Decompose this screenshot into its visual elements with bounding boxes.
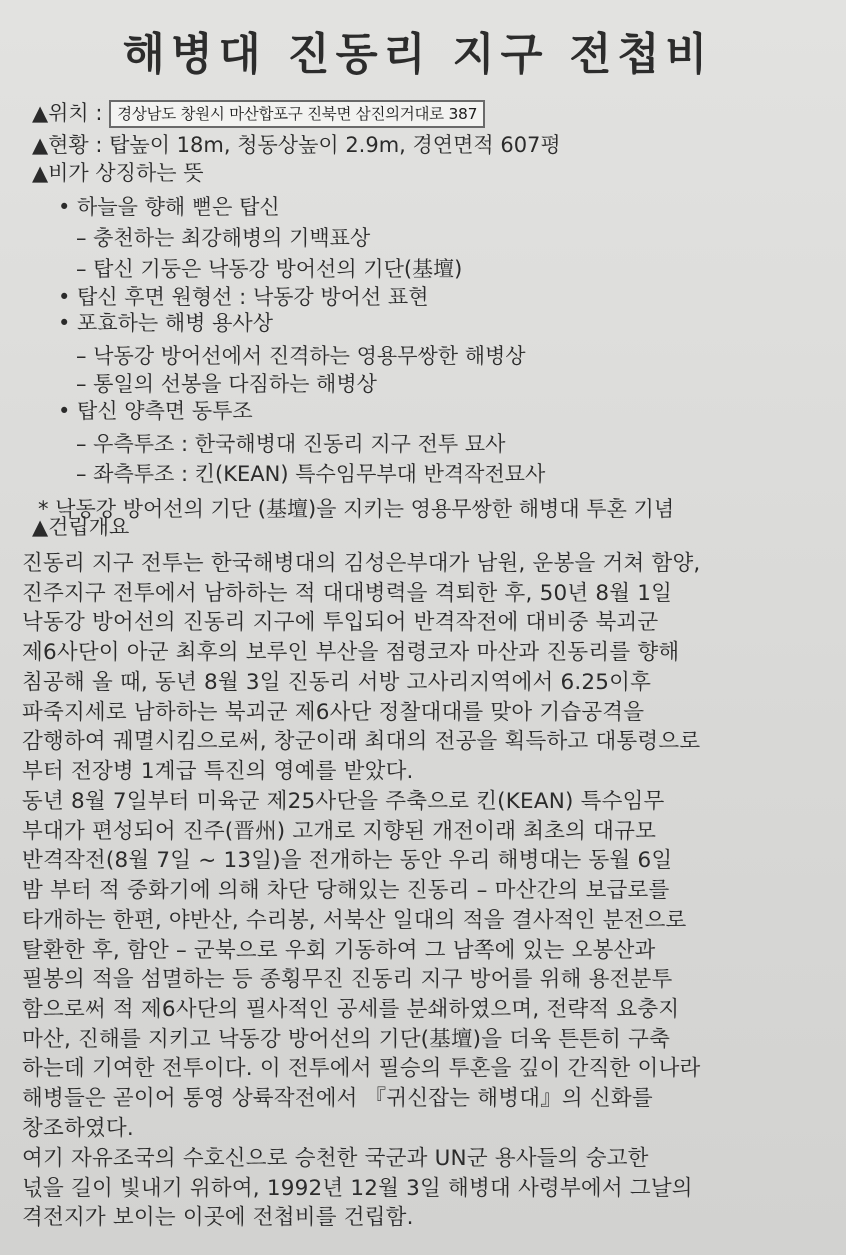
paragraph-line: 필봉의 적을 섬멸하는 등 종횡무진 진동리 지구 방어를 위해 용전분투: [22, 967, 673, 993]
paragraph-line: 감행하여 궤멸시킴으로써, 창군이래 최대의 전공을 획득하고 대통령으로: [22, 729, 701, 755]
paragraph-line: 부대가 편성되어 진주(晋州) 고개로 지향된 개전이래 최초의 대규모: [22, 818, 657, 844]
overview-paragraph-2: [22, 787, 834, 1143]
paragraph-line: 마산, 진해를 지키고 낙동강 방어선의 기단(基壇)을 더욱 튼튼히 구축: [22, 1026, 671, 1052]
paragraph-line: 하는데 기여한 전투이다. 이 전투에서 필승의 투혼을 깊이 간직한 이나라: [22, 1056, 701, 1082]
paragraph-line: 반격작전(8월 7일 ~ 13일)을 전개하는 동안 우리 해병대는 동월 6일: [22, 848, 673, 874]
paragraph-line: 넋을 길이 빛내기 위하여, 1992년 12월 3일 해병대 사령부에서 그날의: [22, 1175, 693, 1201]
page-title: 해병대 진동리 지구 전첩비: [122, 29, 714, 80]
paragraph-line: 진주지구 전투에서 남하하는 적 대대병력을 격퇴한 후, 50년 8월 1일: [22, 580, 673, 606]
note-line: * 낙동강 방어선의 기단 (基壇)을 지키는 영용무쌍한 해병대 투혼 기념: [38, 497, 675, 521]
paragraph-line: 함으로써 적 제6사단의 필사적인 공세를 분쇄하였으며, 전략적 요충지: [22, 996, 680, 1022]
dash-line: – 우측투조 : 한국해병대 진동리 지구 전투 묘사: [76, 432, 506, 456]
location-label: ▲위치 :: [32, 101, 103, 125]
bullet-line: • 탑신 후면 원형선 : 낙동강 방어선 표현: [58, 285, 429, 309]
paragraph-line: 밤 부터 적 중화기에 의해 차단 당해있는 진동리 – 마산간의 보급로를: [22, 878, 670, 904]
bullet-line: • 하늘을 향해 뻗은 탑신: [58, 195, 280, 219]
paragraph-line: 제6사단이 아군 최후의 보루인 부산을 점령코자 마산과 진동리를 향해: [22, 640, 680, 666]
paragraph-line: 여기 자유조국의 수호신으로 승천한 국군과 UN군 용사들의 숭고한: [22, 1146, 649, 1171]
location-row: [32, 100, 485, 128]
dash-line: – 좌측투조 : 킨(KEAN) 특수임무부대 반격작전묘사: [76, 462, 546, 486]
overview-paragraph-1: [22, 549, 834, 787]
dash-line: – 낙동강 방어선에서 진격하는 영용무쌍한 해병상: [76, 344, 526, 368]
status-line: ▲현황 : 탑높이 18m, 청동상높이 2.9m, 경연면적 607평: [32, 133, 561, 157]
dash-line: – 충천하는 최강해병의 기백표상: [76, 226, 371, 250]
paragraph-line: 해병들은 곧이어 통영 상륙작전에서 『귀신잡는 해병대』의 신화를: [22, 1086, 653, 1112]
paragraph-line: 창조하였다.: [22, 1115, 134, 1141]
dash-line: – 탑신 기둥은 낙동강 방어선의 기단(基壇): [76, 257, 463, 281]
bullet-line: • 포효하는 해병 용사상: [58, 311, 273, 335]
paragraph-line: 동년 8월 7일부터 미육군 제25사단을 주축으로 킨(KEAN) 특수임무: [22, 789, 665, 814]
paragraph-line: 진동리 지구 전투는 한국해병대의 김성은부대가 남원, 운봉을 거쳐 함양,: [22, 551, 701, 576]
meaning-heading: ▲비가 상징하는 뜻: [32, 161, 204, 185]
paragraph-line: 부터 전장병 1계급 특진의 영예를 받았다.: [22, 758, 414, 784]
paragraph-line: 탈환한 후, 함안 – 군북으로 우회 기동하여 그 남쪽에 있는 오봉산과: [22, 937, 656, 963]
location-address-sticker: 경상남도 창원시 마산합포구 진북면 삼진의거대로 387: [109, 100, 485, 128]
overview-paragraph-3: [22, 1144, 834, 1233]
paragraph-line: 타개하는 한편, 야반산, 수리봉, 서북산 일대의 적을 결사적인 분전으로: [22, 907, 687, 933]
bullet-line: • 탑신 양측면 동투조: [58, 399, 253, 423]
dash-line: – 통일의 선봉을 다짐하는 해병상: [76, 372, 377, 396]
paragraph-line: 침공해 올 때, 동년 8월 3일 진동리 서방 고사리지역에서 6.25이후: [22, 669, 652, 695]
overview-heading: ▲건립개요: [32, 515, 130, 539]
paragraph-line: 격전지가 보이는 이곳에 전첩비를 건립함.: [22, 1205, 414, 1231]
paragraph-line: 낙동강 방어선의 진동리 지구에 투입되어 반격작전에 대비중 북괴군: [22, 610, 659, 636]
paragraph-line: 파죽지세로 남하하는 북괴군 제6사단 정찰대대를 맞아 기습공격을: [22, 699, 645, 725]
